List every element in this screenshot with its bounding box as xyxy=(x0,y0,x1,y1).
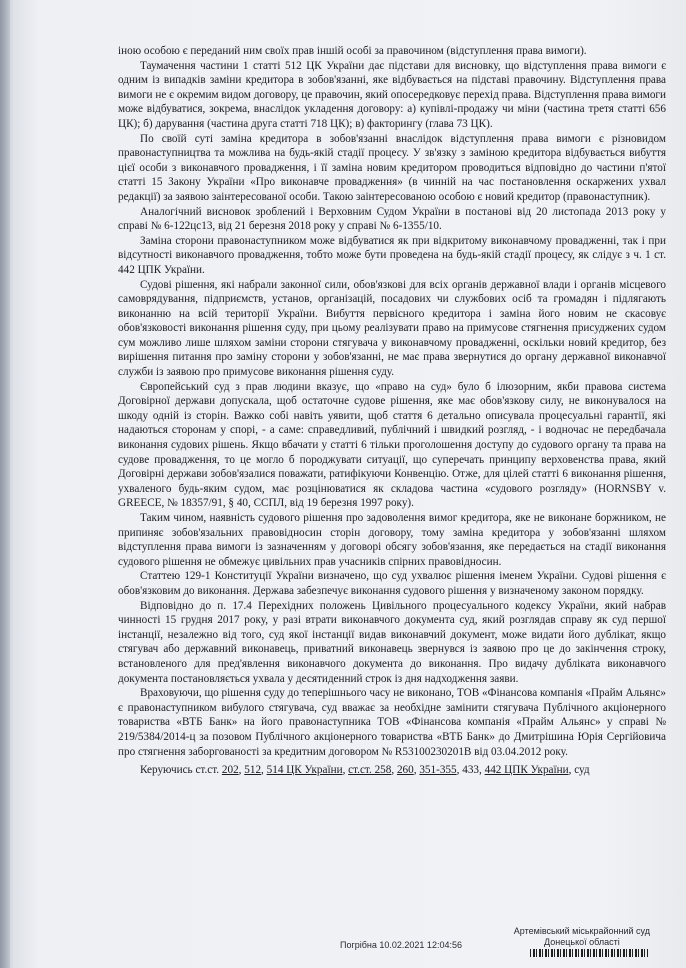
citation-middle: , 433, xyxy=(456,764,485,777)
paragraph: Аналогічний висновок зроблений і Верховним Судом України в постанові від 20 листопада 2013 року у справі № 6-122цс13, від 21 березня 2018 року у справі № 6-1355/10. xyxy=(118,205,666,233)
paragraph: іною особою є переданий ним своїх прав іншій особі за правочином (відступлення права вимоги). xyxy=(118,45,587,57)
operative-citation: Керуючись ст.ст. 202, 512, 514 ЦК України, ст.ст. 258, 260, 351-355, 433, 442 ЦПК України, суд xyxy=(140,764,590,777)
paragraph: Відповідно до п. 17.4 Перехідних положень Цивільного процесуального кодексу України, який набрав чинності 15 грудня 2017 року, у разі втрати виконавчого документа суд, який розглядав справу як суд першої інстанції, незалежно від того, суд якої інстанції видав виконавчий документ, може видати його дублікат, якщо стягувач або державний виконавець, приватний виконавець звернувся із заявою про це до закінчення строку, встановленого для пред'явлення виконавчого документа до виконання. Про видачу дубліката виконавчого документа постановляється ухвала у десятиденний строк із дня надходження заяви. xyxy=(118,599,666,685)
law-link[interactable]: ст.ст. 258 xyxy=(348,764,392,777)
paragraph: Судові рішення, які набрали законної сили, обов'язкові для всіх органів державної влади і органів місцевого самоврядування, підприємств, установ, організацій, посадових чи службових осіб та громадян і підлягають виконанню на всій території України. Вибуття первісного кредитора і заміна його новим не скасовує обов'язковості виконання рішення суду, при цьому реалізувати право на примусове стягнення присуджених судом сум можливо лише шляхом заміни сторони стягувача у виконавчому провадженні, оскільки новий кредитор, без вирішення питання про заміну сторони у зобов'язанні, не має права звернутися до органу державної виконавчої служби із заявою про примусове виконання рішення суду. xyxy=(118,278,666,379)
print-stamp xyxy=(340,900,660,958)
paragraph: Статтею 129-1 Конституції України визначено, що суд ухвалює рішення іменем України. Судові рішення є обов'язковим до виконання. Держава забезпечує виконання судового рішення у визначеному законом порядку. xyxy=(118,570,666,597)
law-link[interactable]: 202 xyxy=(221,764,239,777)
law-link[interactable]: 514 ЦК України xyxy=(266,764,343,777)
court-stamp xyxy=(514,926,650,948)
paragraph: Таумачення частини 1 статті 512 ЦК України дає підстави для висновку, що відступлення права вимоги є одним із випадків заміни кредитора в зобов'язанні, яке відбувається на підставі правочину. Відступлення права вимоги не є окремим видом договору, це правочин, який опосередковує перехід права. Відступлення права вимоги може відбуватися, зокрема, внаслідок укладення договору: а) купівлі-продажу чи міни (частина третя статті 656 ЦК); б) дарування (частина друга статті 718 ЦК); в) факторингу (глава 73 ЦК). xyxy=(118,59,666,130)
law-link[interactable]: 260 xyxy=(396,764,414,777)
paragraph: По своїй суті заміна кредитора в зобов'язанні внаслідок відступлення права вимоги є різновидом правонаступництва та можлива на будь-якій стадії процесу. У зв'язку з заміною кредитора відбувається вибуття цієї особи з виконавчого провадження, і її заміна новим кредитором проводиться відповідно до частини п'ятої статті 15 Закону України «Про виконавче провадження» (в чинній на час постановлення оскаржених ухвал редакції) за заявою заінтересованої особи. Такою заінтересованою особою є новий кредитор (правонаступник). xyxy=(118,132,666,203)
barcode xyxy=(530,949,648,957)
paragraph: Заміна сторони правонаступником може відбуватися як при відкритому виконавчому провадженні, так і при відсутності виконавчого провадження, тобто може бути проведена на будь-якій стадії процесу, як слідує з ч. 1 ст. 442 ЦПК України. xyxy=(118,234,666,276)
court-name: Артемівський міськрайонний суд xyxy=(513,926,650,936)
citation-suffix: , суд xyxy=(568,764,590,777)
law-link[interactable]: 351-355 xyxy=(419,764,457,777)
scan-shadow-edge xyxy=(0,0,10,968)
paragraph: Враховуючи, що рішення суду до теперішнього часу не виконано, ТОВ «Фінансова компанія «Прайм Альянс» є правонаступником вибулого стягувача, суд вважає за необхідне замінити стягувача Публічного акціонерного товариства «ВТБ Банк» на його правонаступника ТОВ «Фінансова компанія «Прайм Альянс» у справі № 219/5384/2014-ц за позовом Публічного акціонерного товариства «ВТБ Банк» до Дмитрішина Юрія Сергійовича про стягнення заборгованості за кредитним договором № R53100230201В від 03.04.2012 року. xyxy=(118,687,666,758)
citation-prefix: Керуючись ст.ст. xyxy=(140,764,222,777)
document-body xyxy=(118,44,666,778)
paragraph: Європейський суд з прав людини вказує, що «право на суд» було б ілюзорним, якби правова система Договірної держави допускала, щоб остаточне судове рішення, яке має обов'язкову силу, не виконувалося на шкоду одній із сторін. Важко собі навіть уявити, щоб стаття 6 детально описувала процесуальні гарантії, які надаються сторонам у спорі, - а саме: справедливий, публічний і швидкий розгляд, - і водночас не передбачала виконання судових рішень. Якщо вбачати у статті 6 тільки проголошення доступу до судового органу та права на судове провадження, то це могло б породжувати ситуації, що суперечать принципу верховенства права, який Договірні держави зобов'язалися поважати, ратифікуючи Конвенцію. Отже, для цілей статті 6 виконання рішення, ухваленого будь-яким судом, має розцінюватися як складова частина «судового розгляду» (HORNSBY v. GREECE, № 18357/91, § 40, ССПЛ, від 19 березня 1997 року). xyxy=(118,380,666,510)
law-link[interactable]: 442 ЦПК України xyxy=(484,764,569,777)
court-region: Донецької області xyxy=(544,937,620,947)
paragraph: Таким чином, наявність судового рішення про задоволення вимог кредитора, яке не виконане боржником, не припиняє зобов'язальних правовідносин сторін договору, тому заміна кредитора у зобов'язанні шляхом відступлення права вимоги із зазначенням у договорі обсягу зобов'язання, яке передається на стадії виконання судового рішення не обмежує цивільних прав учасників спірних правовідносин. xyxy=(118,512,666,568)
print-timestamp: Погрібна 10.02.2021 12:04:56 xyxy=(340,940,462,950)
law-link[interactable]: 512 xyxy=(244,764,262,777)
